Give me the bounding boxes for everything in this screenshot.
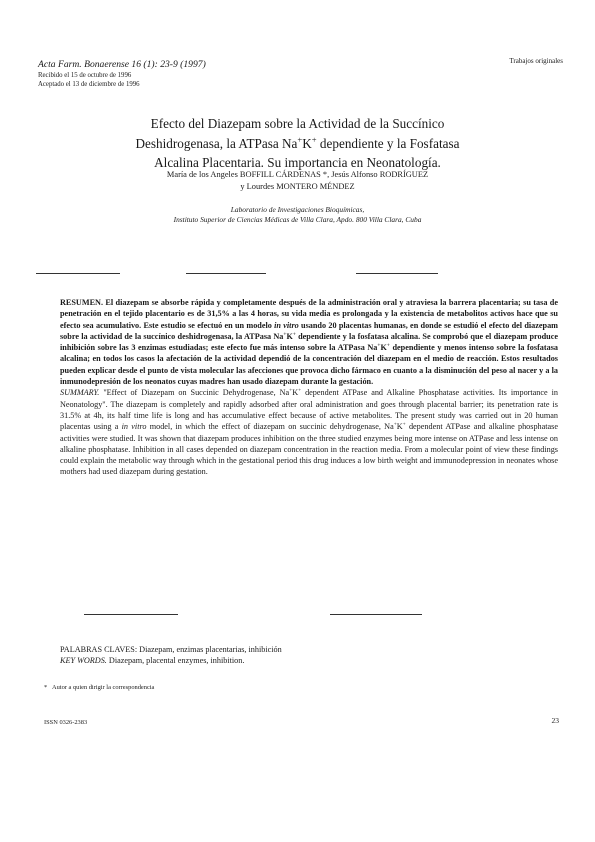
divider-bottom-left — [84, 614, 178, 615]
received-date: Recibido el 15 de octubre de 1996 — [38, 72, 132, 79]
title-line-2: Deshidrogenasa, la ATPasa Na+K+ dependiente y la Fosfatasa — [135, 134, 460, 151]
author-list — [40, 169, 555, 193]
footnote — [44, 684, 154, 691]
keywords-block — [60, 645, 282, 666]
divider-right — [356, 273, 438, 274]
issn: ISSN 0326-2383 — [44, 719, 88, 726]
affiliation — [40, 205, 555, 224]
journal-citation: Acta Farm. Bonaerense 16 (1): 23-9 (1997) — [38, 59, 206, 70]
page-number: 23 — [551, 716, 559, 725]
authors-line-1: María de los Angeles BOFFILL CÁRDENAS *, Jesús Alfonso RODRÍGUEZ — [166, 170, 429, 179]
accepted-date: Aceptado el 13 de diciembre de 1996 — [38, 81, 140, 88]
summary-paragraph: SUMMARY. "Effect of Diazepam on Succinic Dehydrogenase, Na+K+ dependent ATPase and Alkaline Phosphatase activities. Its importance in Neonatology". The diazepam is completely and rapidly adsorbed after oral administration and goes through placental barrier; its penetration rate is 31.5% at 4h, its half time life is long and has accumulative effect because of active metabolites. The present study was carried out in 20 human placentas using a in vitro model, in which the effect of diazepam on succinic dehydrogenase, Na+K+ dependent ATPase and alkaline phosphatase activities were studied. It was shown that diazepam produces inhibition on the three studied enzymes being more intense on ATPase and less intense on alkaline phosphatase. Inhibition in all cases depended on diazepam concentration in the reaction media. From a molecular point of view these findings could explain the metabolic way through which in the gestational period this drug induces a low birth weight and immunodepression in neonates whose mothers had used diazepam during gestation. — [60, 387, 559, 477]
authors-line-2: y Lourdes MONTERO MÉNDEZ — [240, 182, 355, 191]
resumen-paragraph: RESUMEN. El diazepam se absorbe rápida y completamente después de la administración oral y atraviesa la barrera placentaria; su tasa de penetración en el tejido placentario es de 31,5% a las 4 horas, su vida media es prolongada y la existencia de metabolitos activos hace que su efecto sea acumulativo. Este estudio se efectuó en un modelo in vitro usando 20 placentas humanas, en donde se estudió el efecto del diazepam sobre la actividad de la succínico deshidrogenasa, la ATPasa Na+K+ dependiente y la fosfatasa alcalina. Se comprobó que el diazepam produce inhibición sobre las 3 enzimas estudiadas; este efecto fue más intenso sobre la ATPasa Na+K+ dependiente y menos intenso sobre la fosfatasa alcalina; en todos los casos la afectación de la actividad dependió de la concentración del diazepam en el medio de reacción. Estos resultados pueden explicar desde el punto de vista molecular las afecciones que provoca dicho fármaco en cuanto a la disminución del peso al nacer y a la inmunodepresión de los neonatos cuyas madres han usado diazepam durante la gestación. — [60, 298, 558, 387]
divider-center — [186, 273, 266, 274]
journal-header — [38, 59, 206, 89]
abstract-block — [60, 297, 558, 478]
title-line-1: Efecto del Diazepam sobre la Actividad de la Succínico — [150, 116, 445, 131]
divider-left — [36, 273, 120, 274]
palabras-claves: PALABRAS CLAVES: Diazepam, enzimas placentarias, inhibición — [60, 645, 282, 654]
section-label: Trabajos originales — [509, 57, 563, 65]
affiliation-line-1: Laboratorio de Investigaciones Bioquímicas, — [230, 205, 365, 214]
footnote-mark: * — [44, 684, 48, 691]
footnote-text: Autor a quien dirigir la correspondencia — [52, 684, 155, 691]
article-title — [40, 114, 555, 173]
affiliation-line-2: Instituto Superior de Ciencias Médicas de Villa Clara, Apdo. 800 Villa Clara, Cuba — [173, 214, 422, 224]
title-line-3: Alcalina Placentaria. Su importancia en Neonatología. — [154, 155, 441, 170]
key-words: KEY WORDS. Diazepam, placental enzymes, inhibition. — [60, 655, 245, 665]
divider-bottom-right — [330, 614, 422, 615]
